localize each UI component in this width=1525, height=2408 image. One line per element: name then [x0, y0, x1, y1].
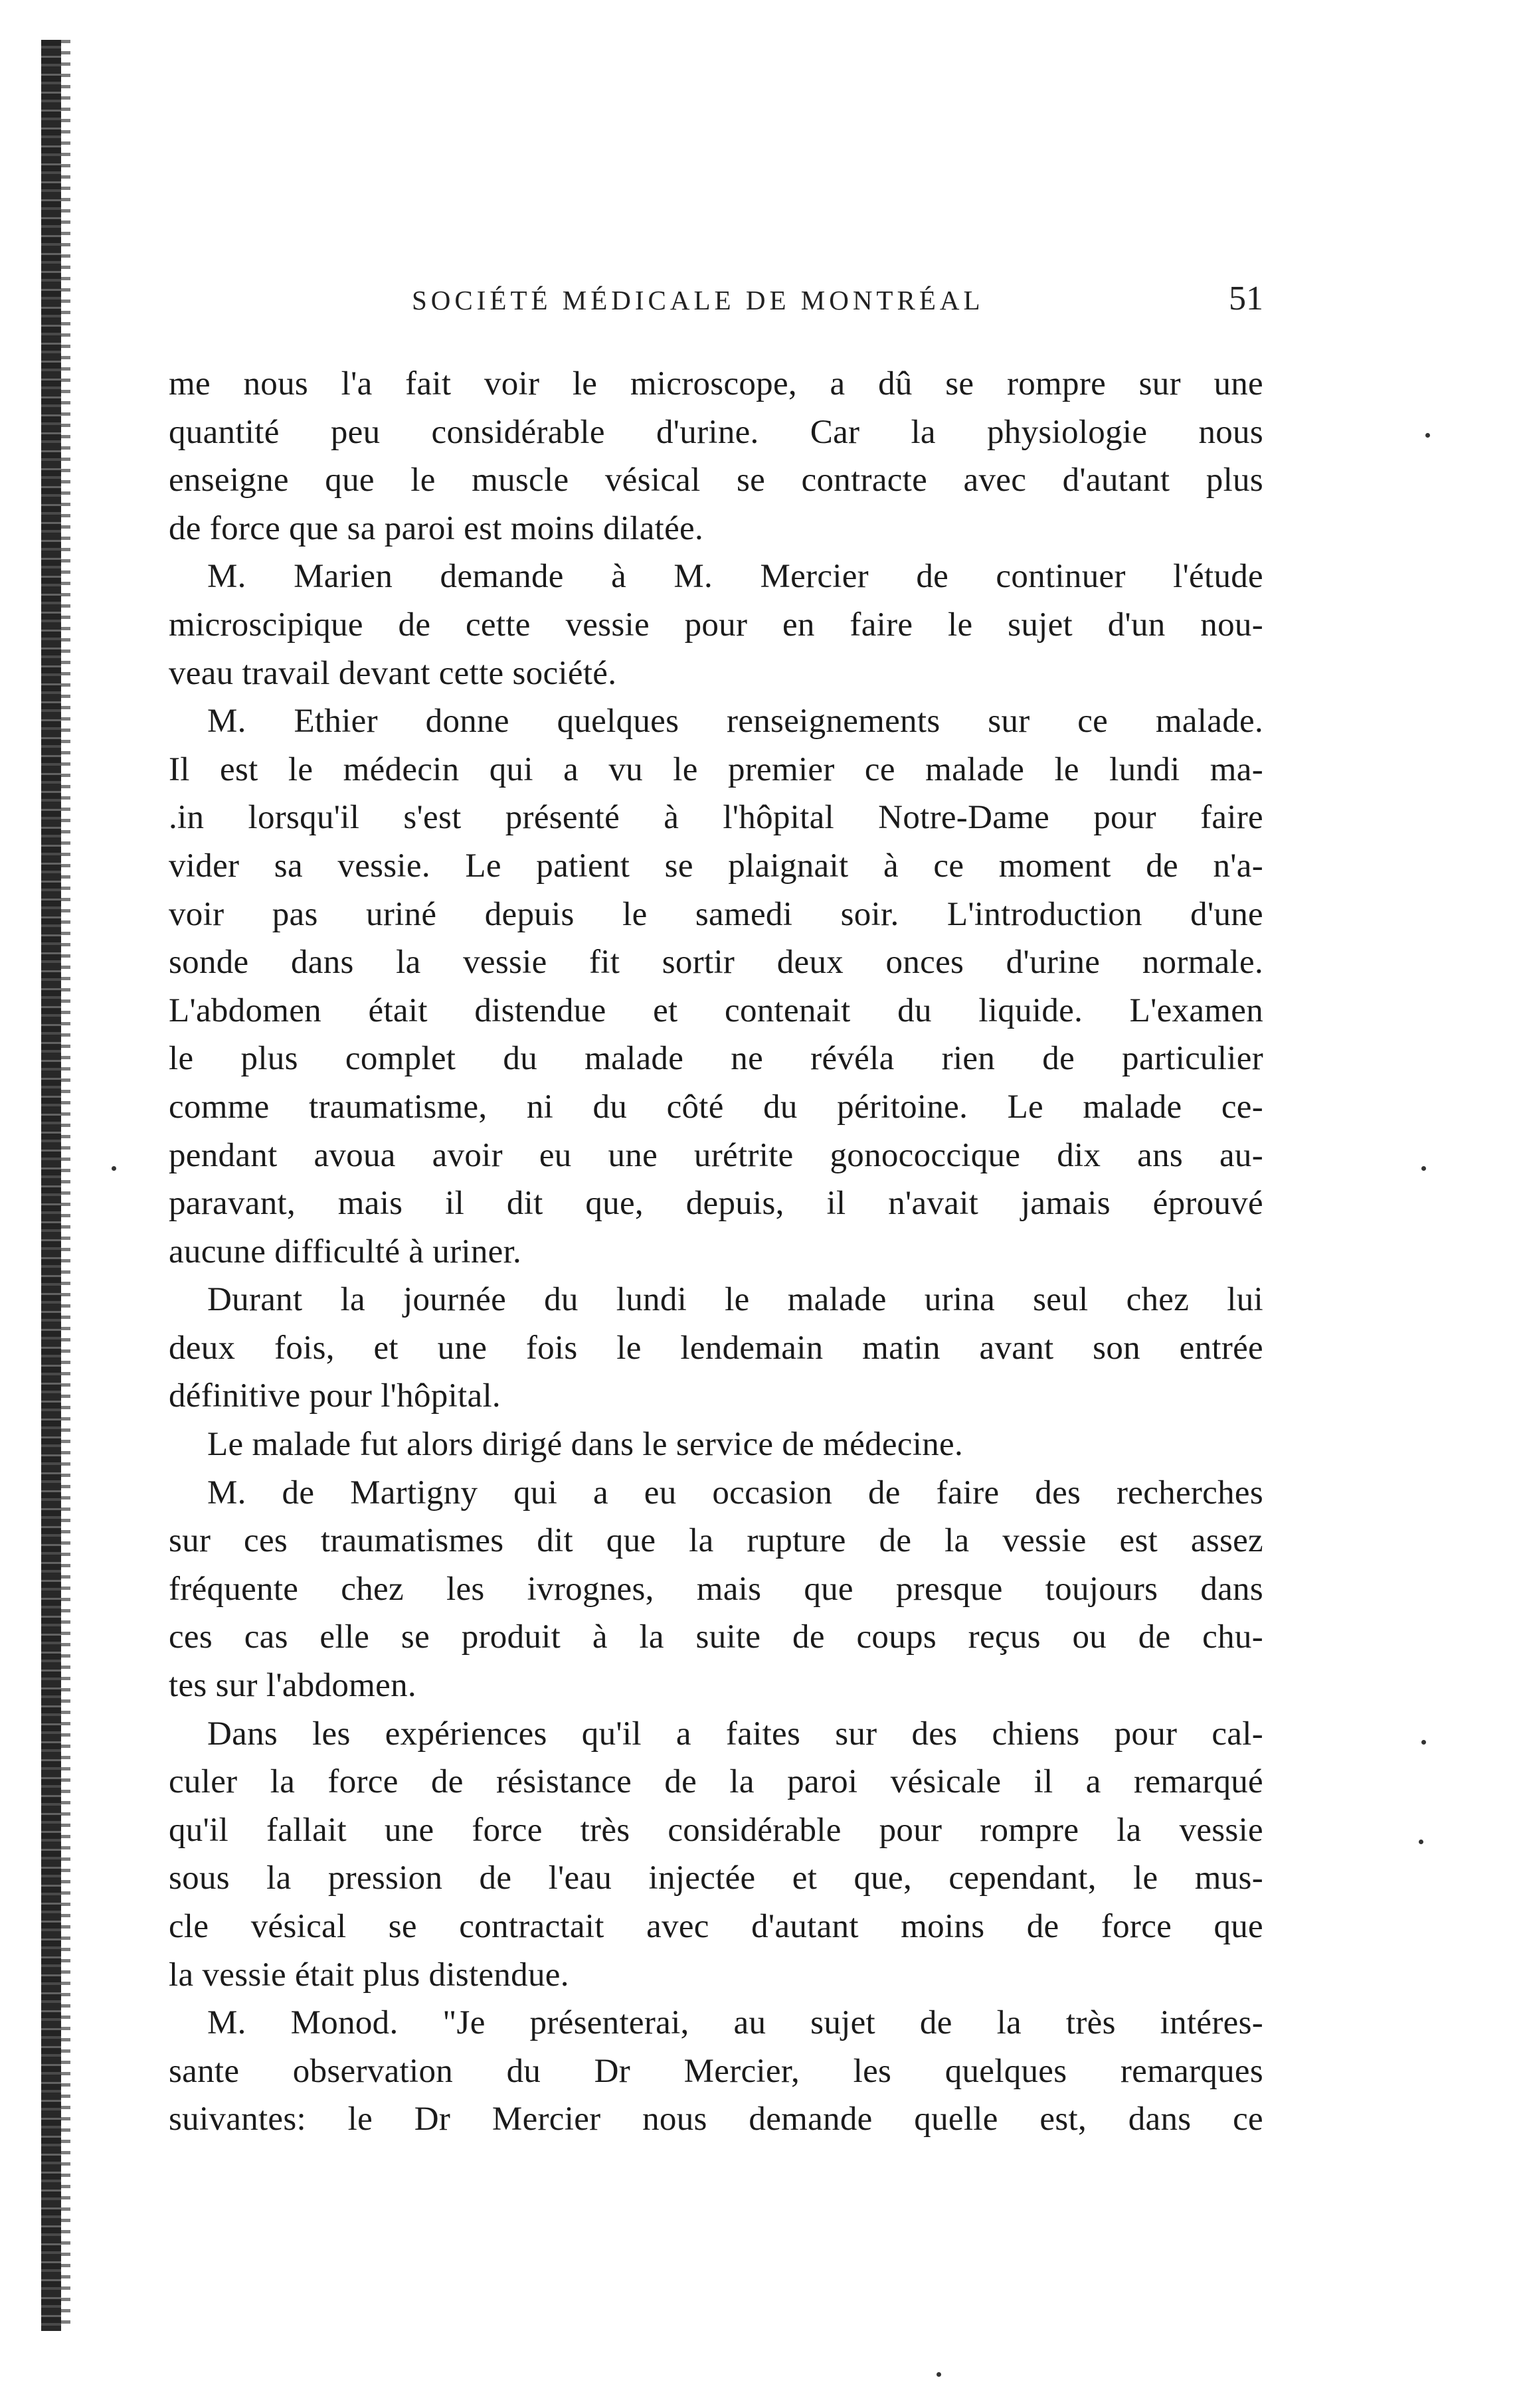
text-line: Durant la journée du lundi le malade urina seul chez lui	[207, 1281, 1263, 1319]
text-line: le plus complet du malade ne révéla rien de particulier	[169, 1040, 1263, 1078]
text-line: définitive pour l'hôpital.	[169, 1377, 501, 1415]
binding-edge-shadow	[41, 40, 61, 2331]
text-line: ces cas elle se produit à la suite de coups reçus ou de chu-	[169, 1618, 1263, 1656]
text-line: pendant avoua avoir eu une urétrite gonococcique dix ans au-	[169, 1136, 1263, 1174]
page-number: 51	[1229, 280, 1263, 317]
text-line: la vessie était plus distendue.	[169, 1956, 569, 1994]
scan-speck	[1419, 1840, 1423, 1844]
text-line: suivantes: le Dr Mercier nous demande quelle est, dans ce	[169, 2101, 1263, 2138]
body-text	[169, 360, 1263, 2144]
text-line: cle vésical se contractait avec d'autant moins de force que	[169, 1908, 1263, 1945]
text-line: tes sur l'abdomen.	[169, 1667, 416, 1705]
text-line: veau travail devant cette société.	[169, 654, 617, 692]
text-line: M. Marien demande à M. Mercier de continuer l'étude	[207, 558, 1263, 596]
scan-speck	[1421, 1166, 1426, 1171]
text-line: microscipique de cette vessie pour en faire le sujet d'un nou-	[169, 606, 1263, 644]
text-line: Il est le médecin qui a vu le premier ce malade le lundi ma-	[169, 750, 1263, 788]
text-line: sonde dans la vessie fit sortir deux onces d'urine normale.	[169, 944, 1263, 982]
text-line: sous la pression de l'eau injectée et que, cependant, le mus-	[169, 1859, 1263, 1897]
scan-speck	[937, 2372, 941, 2377]
text-line: M. Ethier donne quelques renseignements sur ce malade.	[207, 703, 1263, 740]
text-line: Dans les expériences qu'il a faites sur des chiens pour cal-	[207, 1715, 1263, 1753]
text-line: voir pas uriné depuis le samedi soir. L'introduction d'une	[169, 895, 1263, 933]
scan-speck	[112, 1166, 116, 1171]
text-line: de force que sa paroi est moins dilatée.	[169, 509, 704, 547]
text-line: M. Monod. "Je présenterai, au sujet de la très intéres-	[207, 2004, 1263, 2042]
scan-speck	[1421, 1740, 1426, 1745]
text-line: Le malade fut alors dirigé dans le service de médecine.	[207, 1426, 964, 1464]
text-line: paravant, mais il dit que, depuis, il n'avait jamais éprouvé	[169, 1185, 1263, 1223]
scan-speck	[1425, 433, 1430, 438]
text-line: enseigne que le muscle vésical se contracte avec d'autant plus	[169, 462, 1263, 499]
text-line: qu'il fallait une force très considérable pour rompre la vessie	[169, 1811, 1263, 1849]
text-line: sur ces traumatismes dit que la rupture de la vessie est assez	[169, 1522, 1263, 1560]
text-line: sante observation du Dr Mercier, les quelques remarques	[169, 2052, 1263, 2090]
text-line: me nous l'a fait voir le microscope, a dû se rompre sur une	[169, 365, 1263, 402]
text-line: .in lorsqu'il s'est présenté à l'hôpital Notre-Dame pour faire	[169, 799, 1263, 837]
text-line: deux fois, et une fois le lendemain matin avant son entrée	[169, 1329, 1263, 1367]
text-line: aucune difficulté à uriner.	[169, 1233, 522, 1270]
text-line: L'abdomen était distendue et contenait du liquide. L'examen	[169, 991, 1263, 1029]
running-head	[412, 280, 1263, 327]
text-line: vider sa vessie. Le patient se plaignait à ce moment de n'a-	[169, 847, 1263, 885]
text-line: culer la force de résistance de la paroi vésicale il a remarqué	[169, 1763, 1263, 1801]
text-line: M. de Martigny qui a eu occasion de faire des recherches	[207, 1474, 1263, 1511]
text-line: fréquente chez les ivrognes, mais que presque toujours dans	[169, 1570, 1263, 1608]
text-line: quantité peu considérable d'urine. Car la physiologie nous	[169, 413, 1263, 451]
text-line: comme traumatisme, ni du côté du péritoine. Le malade ce-	[169, 1088, 1263, 1126]
running-title: SOCIÉTÉ MÉDICALE DE MONTRÉAL	[412, 285, 984, 315]
